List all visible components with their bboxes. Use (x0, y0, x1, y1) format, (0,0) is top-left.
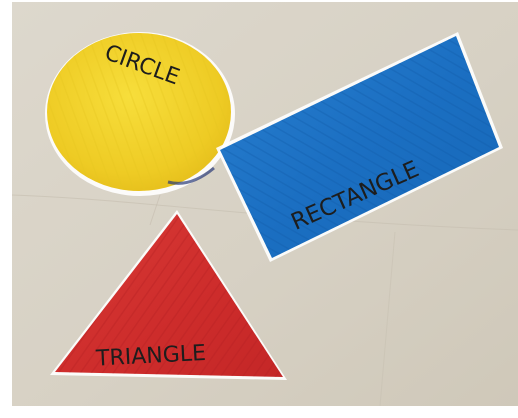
circle-label: CIRCLE (101, 40, 183, 91)
rectangle-label: RECTANGLE (287, 156, 423, 236)
triangle-label: TRIANGLE (95, 340, 207, 372)
circle-shape (45, 32, 235, 196)
